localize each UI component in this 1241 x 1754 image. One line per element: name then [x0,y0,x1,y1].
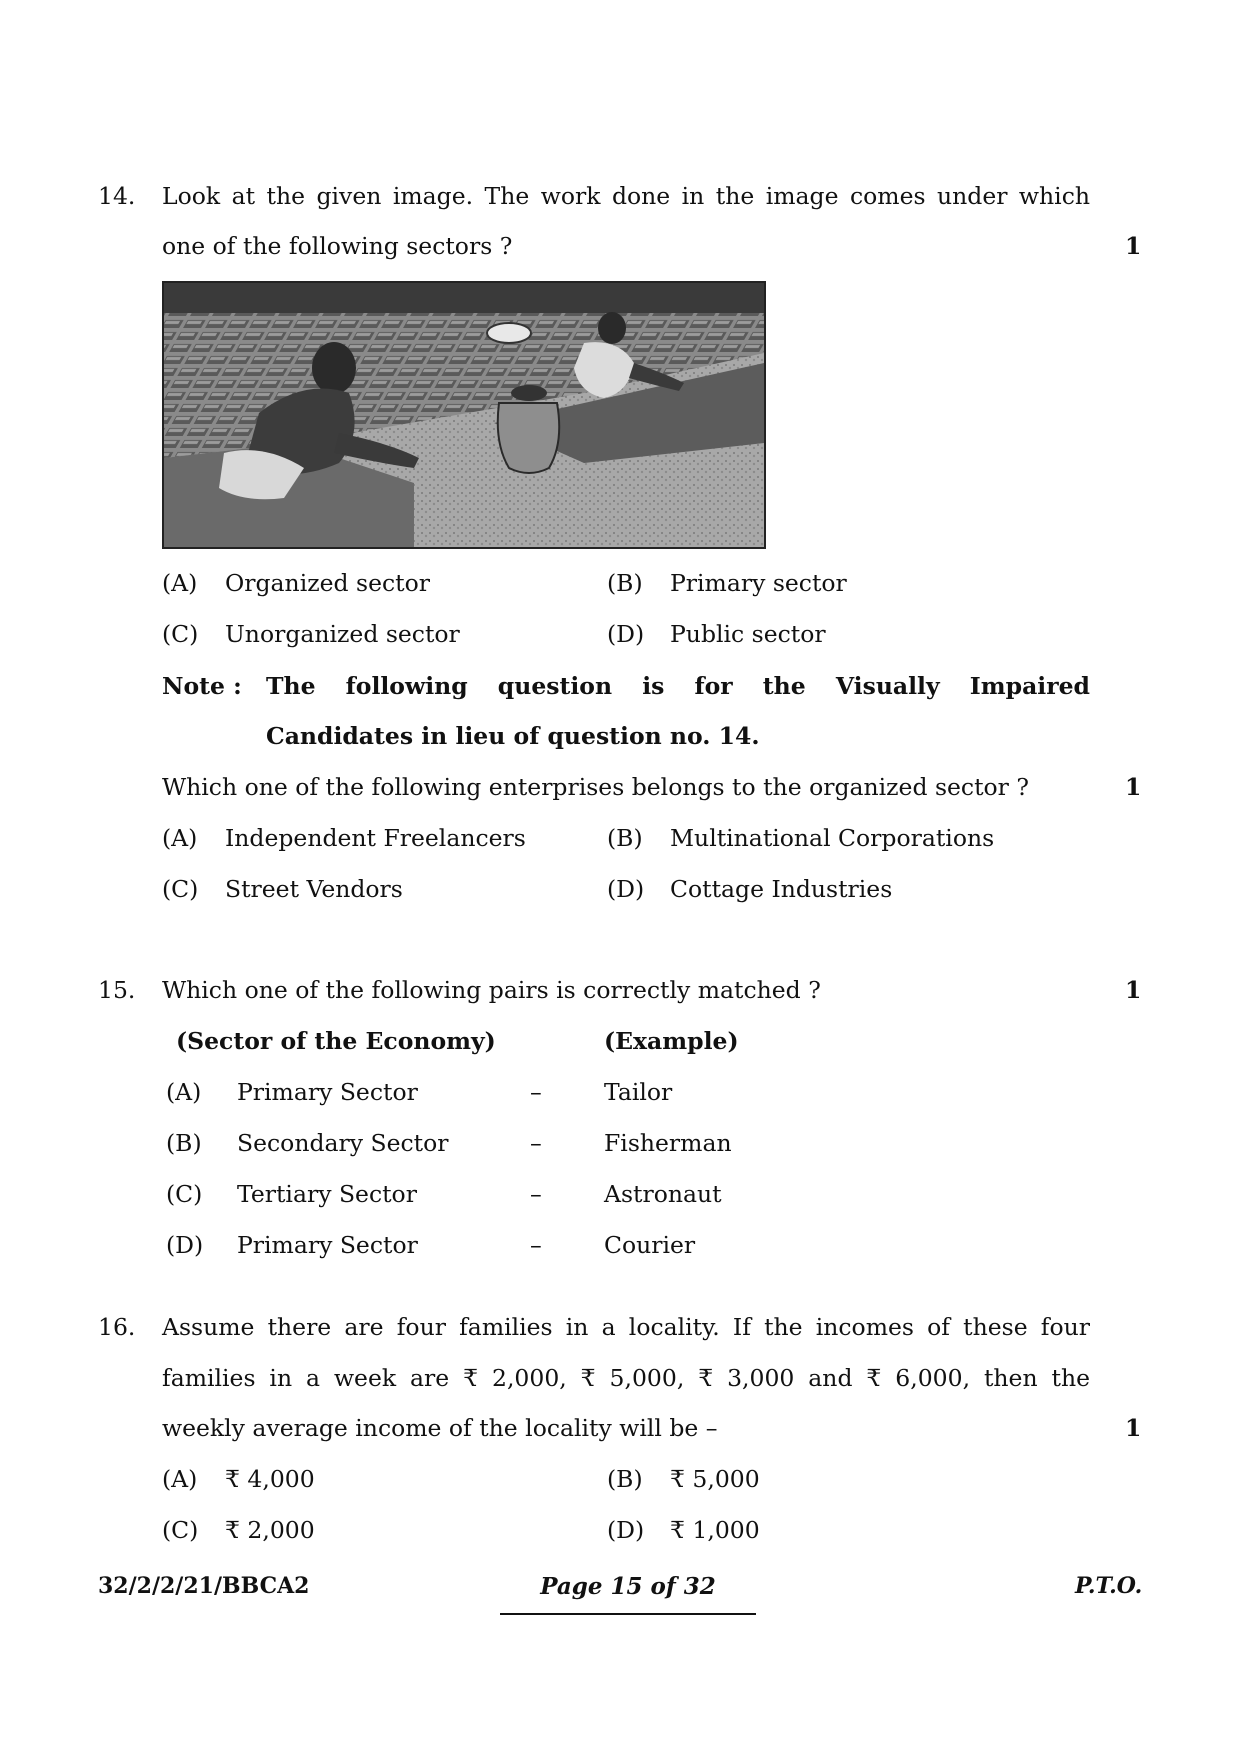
option-letter: (C) [162,620,199,648]
option-letter: (A) [162,569,198,597]
example-text: Tailor [604,1078,673,1106]
paper-code: 32/2/2/21/BBCA2 [98,1573,310,1599]
sector-name: Secondary Sector [237,1129,449,1157]
question-text: weekly average income of the locality will be – [162,1414,718,1442]
option-letter: (D) [607,1516,645,1544]
brick-making-photo [162,281,766,549]
option-letter: (B) [607,824,643,852]
option-letter: (C) [166,1180,203,1208]
option-text: Cottage Industries [670,875,893,903]
example-text: Courier [604,1231,696,1259]
option-letter: (C) [162,1516,199,1544]
option-letter: (B) [166,1129,202,1157]
note-label: Note : [162,672,242,700]
option-text: Multinational Corporations [670,824,995,852]
option-text: ₹ 2,000 [225,1516,315,1544]
note-text: The following question is for the Visually Impaired [266,672,1090,700]
sector-name: Primary Sector [237,1231,418,1259]
dash: – [530,1078,542,1106]
page-number-underline [500,1613,756,1615]
marks: 1 [1125,1414,1142,1442]
option-text: ₹ 1,000 [670,1516,760,1544]
dash: – [530,1129,542,1157]
dash: – [530,1180,542,1208]
example-text: Astronaut [604,1180,722,1208]
column-header-sector: (Sector of the Economy) [176,1027,496,1055]
option-text: Unorganized sector [225,620,460,648]
question-text: families in a week are ₹ 2,000, ₹ 5,000, ₹ 3,000 and ₹ 6,000, then the [162,1364,1090,1392]
option-letter: (B) [607,569,643,597]
option-letter: (B) [607,1465,643,1493]
question-text: Assume there are four families in a locality. If the incomes of these four [162,1313,1090,1341]
sector-name: Primary Sector [237,1078,418,1106]
page-number: Page 15 of 32 [540,1573,716,1600]
question-number: 16. [98,1313,136,1341]
pto-label: P.T.O. [1075,1573,1143,1599]
question-number: 14. [98,182,136,210]
column-header-example: (Example) [604,1027,739,1055]
option-text: Organized sector [225,569,430,597]
option-letter: (D) [607,875,645,903]
marks: 1 [1125,232,1142,260]
option-text: ₹ 4,000 [225,1465,315,1493]
marks: 1 [1125,976,1142,1004]
example-text: Fisherman [604,1129,732,1157]
option-letter: (A) [162,1465,198,1493]
option-letter: (D) [166,1231,204,1259]
vi-question-text: Which one of the following enterprises belongs to the organized sector ? [162,773,1029,801]
option-text: Primary sector [670,569,847,597]
option-letter: (A) [162,824,198,852]
marks: 1 [1125,773,1142,801]
question-text: one of the following sectors ? [162,232,513,260]
dash: – [530,1231,542,1259]
option-text: Public sector [670,620,826,648]
question-number: 15. [98,976,136,1004]
option-letter: (A) [166,1078,202,1106]
option-text: Street Vendors [225,875,403,903]
question-text: Look at the given image. The work done in the image comes under which [162,182,1090,210]
option-letter: (C) [162,875,199,903]
sector-name: Tertiary Sector [237,1180,417,1208]
note-text: Candidates in lieu of question no. 14. [266,722,760,750]
question-text: Which one of the following pairs is correctly matched ? [162,976,821,1004]
option-text: ₹ 5,000 [670,1465,760,1493]
option-text: Independent Freelancers [225,824,526,852]
option-letter: (D) [607,620,645,648]
